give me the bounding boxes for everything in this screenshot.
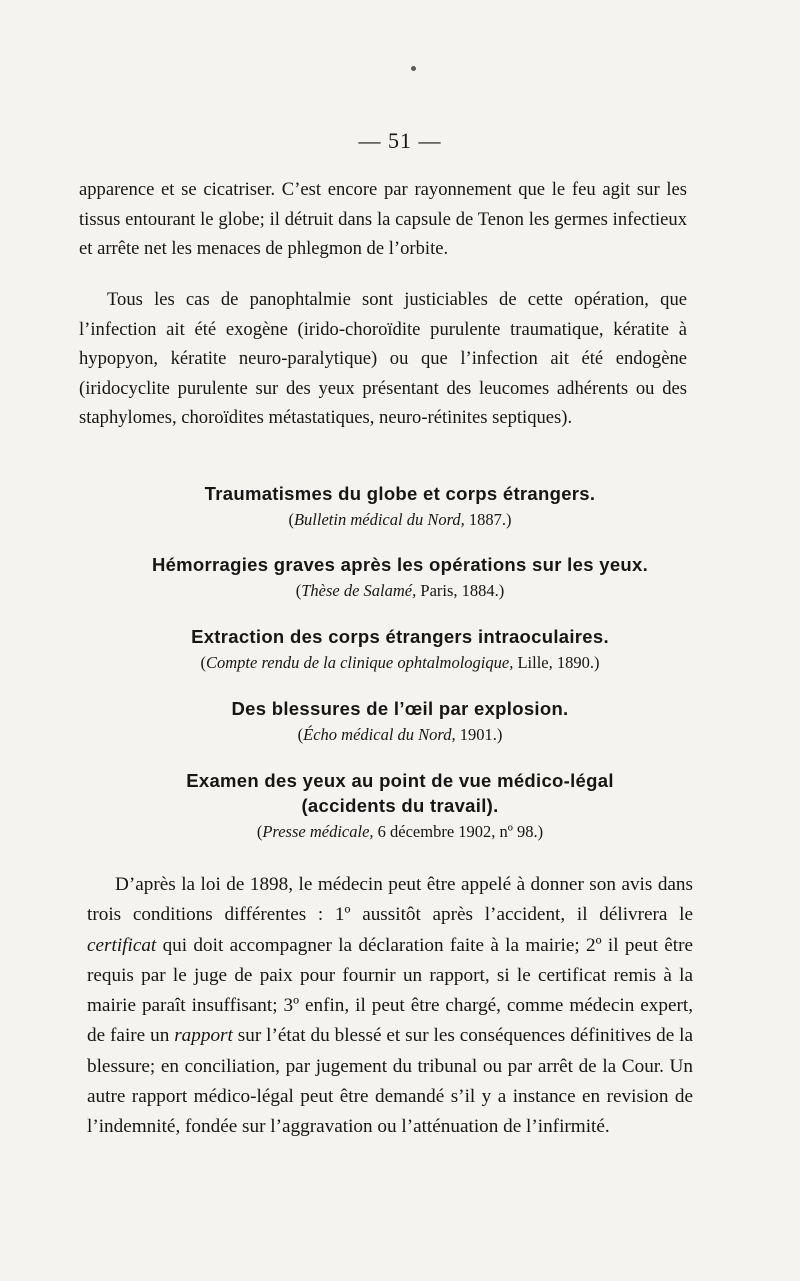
publication-source: (Presse médicale, 6 décembre 1902, nº 98.) — [256, 822, 544, 841]
paragraph-loi-1898: D’après la loi de 1898, le médecin peut être appelé à donner son avis dans trois conditions différentes : 1º aussitôt après l’accident, il délivrera le certificat qui doit accompagner la déclaration faite à la mairie; 2º il peut être requis par le juge de paix pour fournir un rapport, si le certificat remis à la mairie paraît insuffisant; 3º enfin, il peut être chargé, comme médecin expert, de faire un rapport sur l’état du blessé et sur les conséquences définitives de la blessure; en conciliation, par jugement du tribunal ou par arrêt de la Cour. Un autre rapport médico-légal peut être demandé s’il y a instance en revision de l’indemnité, fondée sur l’aggravation ou l’atténuation de l’infirmité. — [87, 874, 693, 1138]
publication-title: Des blessures de l’œil par explosion. — [231, 698, 569, 719]
publication-source-journal: Compte rendu de la clinique ophtalmologique, — [205, 653, 514, 672]
paragraph-panophtalmie-text: Tous les cas de panophtalmie sont justiciables de cette opération, que l’infection ait été exogène (irido-choroïdite purulente traumatique, kératite à hypopyon, kératite neuro-paralytique) ou que l’infection ait été endogène (iridocyclite purulente sur des yeux présentant des leucomes adhérents ou des staphylomes, choroïdites métastatiques, neuro-rétinites septiques). — [79, 289, 687, 428]
publication-source-journal: Presse médicale, — [262, 822, 374, 841]
publication-title — [60, 768, 740, 818]
publication-source-journal: Écho médical du Nord, — [303, 725, 456, 744]
publication-entry — [60, 482, 740, 531]
paragraph-opening: apparence et se cicatriser. C’est encore par rayonnement que le feu agit sur les tissus entourant le globe; il détruit dans la capsule de Tenon les germes infectieux et arrête net les menaces de phlegmon de l’orbite. — [79, 179, 687, 259]
publication-source: (Compte rendu de la clinique ophtalmologique, Lille, 1890.) — [200, 653, 600, 672]
page-number: — 51 — — [358, 128, 442, 153]
publication-title: Hémorragies graves après les opérations sur les yeux. — [151, 554, 649, 575]
publication-entry — [60, 625, 740, 674]
publication-title: Traumatismes du globe et corps étrangers. — [204, 483, 596, 504]
publication-entry — [60, 768, 740, 843]
publication-title: Extraction des corps étrangers intraoculaires. — [191, 626, 609, 647]
publication-source: (Thèse de Salamé, Paris, 1884.) — [295, 581, 505, 600]
emphasis-rapport: rapport — [174, 1025, 233, 1047]
publication-source-journal: Thèse de Salamé, — [301, 581, 417, 600]
publication-source: (Bulletin médical du Nord, 1887.) — [288, 510, 512, 529]
publication-entry — [60, 697, 740, 746]
publication-title-line: (accidents du travail). — [301, 795, 499, 816]
publication-title-line: Examen des yeux au point de vue médico-légal — [186, 770, 614, 791]
paragraph-panophtalmie — [79, 285, 687, 433]
publication-source: (Écho médical du Nord, 1901.) — [297, 725, 503, 744]
publication-entry — [60, 553, 740, 602]
ink-speck — [411, 66, 416, 71]
emphasis-certificat: certificat — [87, 934, 157, 956]
publication-source-journal: Bulletin médical du Nord, — [293, 510, 465, 529]
